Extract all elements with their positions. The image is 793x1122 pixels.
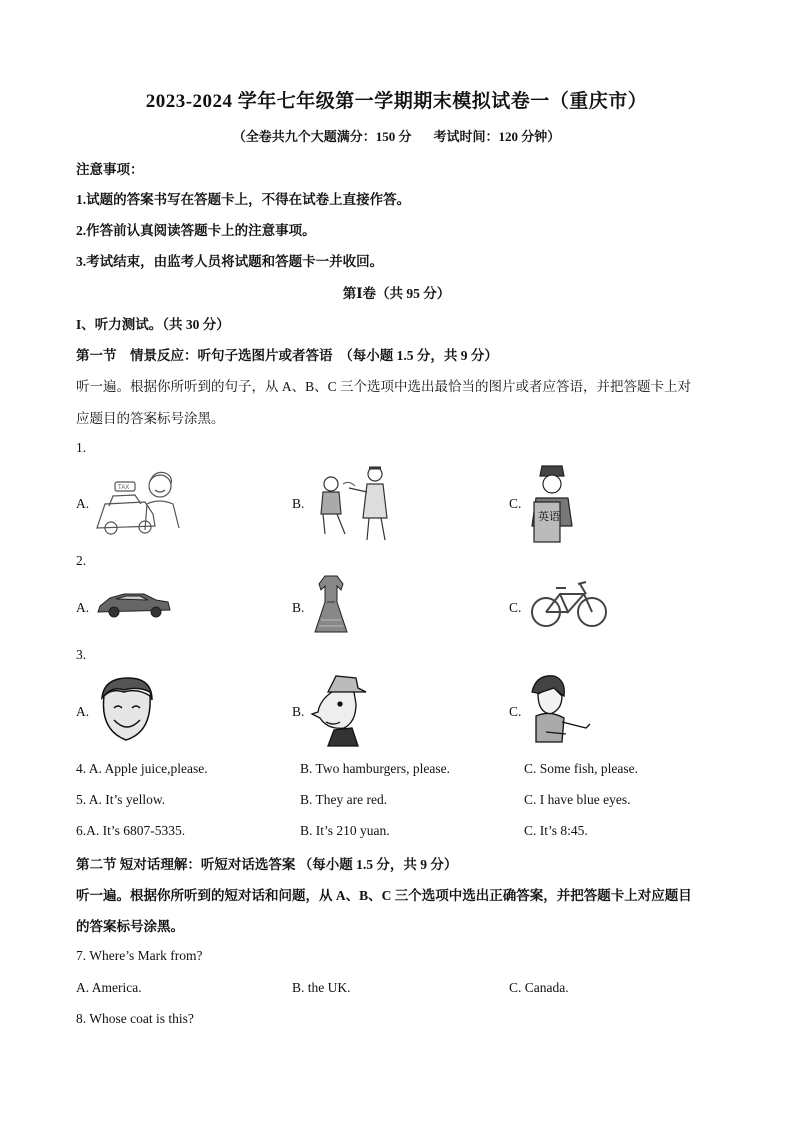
question-number: 2.	[76, 553, 87, 568]
option-label: B.	[292, 704, 305, 719]
section1-instruction-line2: 应题目的答案标号涂黑。	[76, 411, 225, 426]
exam-subtitle	[0, 126, 793, 145]
q4-option-c: C. Some fish, please.	[524, 761, 638, 776]
notice-item-3: 3.考试结束，由监考人员将试题和答题卡一并收回。	[76, 254, 384, 269]
q6-option-a: 6.A. It’s 6807-5335.	[76, 823, 186, 838]
dress-icon	[313, 574, 349, 636]
english-teacher-icon	[526, 462, 576, 546]
exam-title: 2023-2024 学年七年级第一学期期末模拟试卷一（重庆市）	[145, 91, 648, 112]
q5-option-c: C. I have blue eyes.	[524, 792, 631, 807]
notice-item-1: 1.试题的答案书写在答题卡上，不得在试卷上直接作答。	[76, 192, 411, 207]
section2-heading: 第二节 短对话理解：听短对话选答案 （每小题 1.5 分，共 9 分）	[76, 857, 458, 872]
doctor-patient-icon	[315, 462, 395, 542]
volume-heading: 第Ⅰ卷（共 95 分）	[342, 286, 451, 301]
notice-item-2: 2.作答前认真阅读答题卡上的注意事项。	[76, 223, 316, 238]
option-label: A.	[76, 704, 90, 719]
option-label: B.	[292, 496, 305, 511]
notice-heading: 注意事项：	[76, 162, 144, 177]
q6-option-c: C. It’s 8:45.	[524, 823, 588, 838]
part1-heading: I、听力测试。（共 30 分）	[76, 317, 230, 332]
taxi-driver-icon	[93, 464, 183, 540]
q7-question: 7. Where’s Mark from?	[76, 948, 203, 963]
q4-option-a: 4. A. Apple juice,please.	[76, 761, 208, 776]
score-info: （全卷共九个大题满分：150 分	[232, 129, 412, 144]
bicycle-icon	[528, 576, 610, 632]
car-icon	[96, 588, 172, 618]
q7-option-c: C. Canada.	[509, 980, 569, 995]
man-in-hat-icon	[310, 674, 370, 748]
time-info: 考试时间：120 分钟）	[433, 129, 561, 144]
section2-instruction-line1: 听一遍。根据你所听到的短对话和问题，从 A、B、C 三个选项中选出正确答案，并把答题卡上对应题目	[76, 888, 692, 903]
q6-option-b: B. It’s 210 yuan.	[300, 823, 390, 838]
option-label: A.	[76, 600, 90, 615]
question-number: 3.	[76, 647, 87, 662]
q5-option-b: B. They are red.	[300, 792, 388, 807]
option-label: B.	[292, 600, 305, 615]
smiling-boy-icon	[94, 674, 160, 744]
question-number: 1.	[76, 440, 87, 455]
q8-question: 8. Whose coat is this?	[76, 1011, 194, 1026]
book-label: 英语	[538, 510, 560, 523]
option-label: C.	[509, 600, 522, 615]
q5-option-a: 5. A. It’s yellow.	[76, 792, 166, 807]
q4-option-b: B. Two hamburgers, please.	[300, 761, 451, 776]
q7-option-a: A. America.	[76, 980, 142, 995]
q7-option-b: B. the UK.	[292, 980, 351, 995]
section1-heading: 第一节 情景反应：听句子选图片或者答语 （每小题 1.5 分，共 9 分）	[76, 348, 498, 363]
svg-text:TAX: TAX	[118, 485, 130, 491]
section1-instruction-line1: 听一遍。根据你所听到的句子，从 A、B、C 三个选项中选出最恰当的图片或者应答语，并把答题卡上对	[76, 379, 692, 394]
section2-instruction-line2: 的答案标号涂黑。	[76, 919, 184, 934]
option-label: C.	[509, 704, 522, 719]
woman-pointing-icon	[526, 672, 592, 750]
option-label: C.	[509, 496, 522, 511]
option-label: A.	[76, 496, 90, 511]
